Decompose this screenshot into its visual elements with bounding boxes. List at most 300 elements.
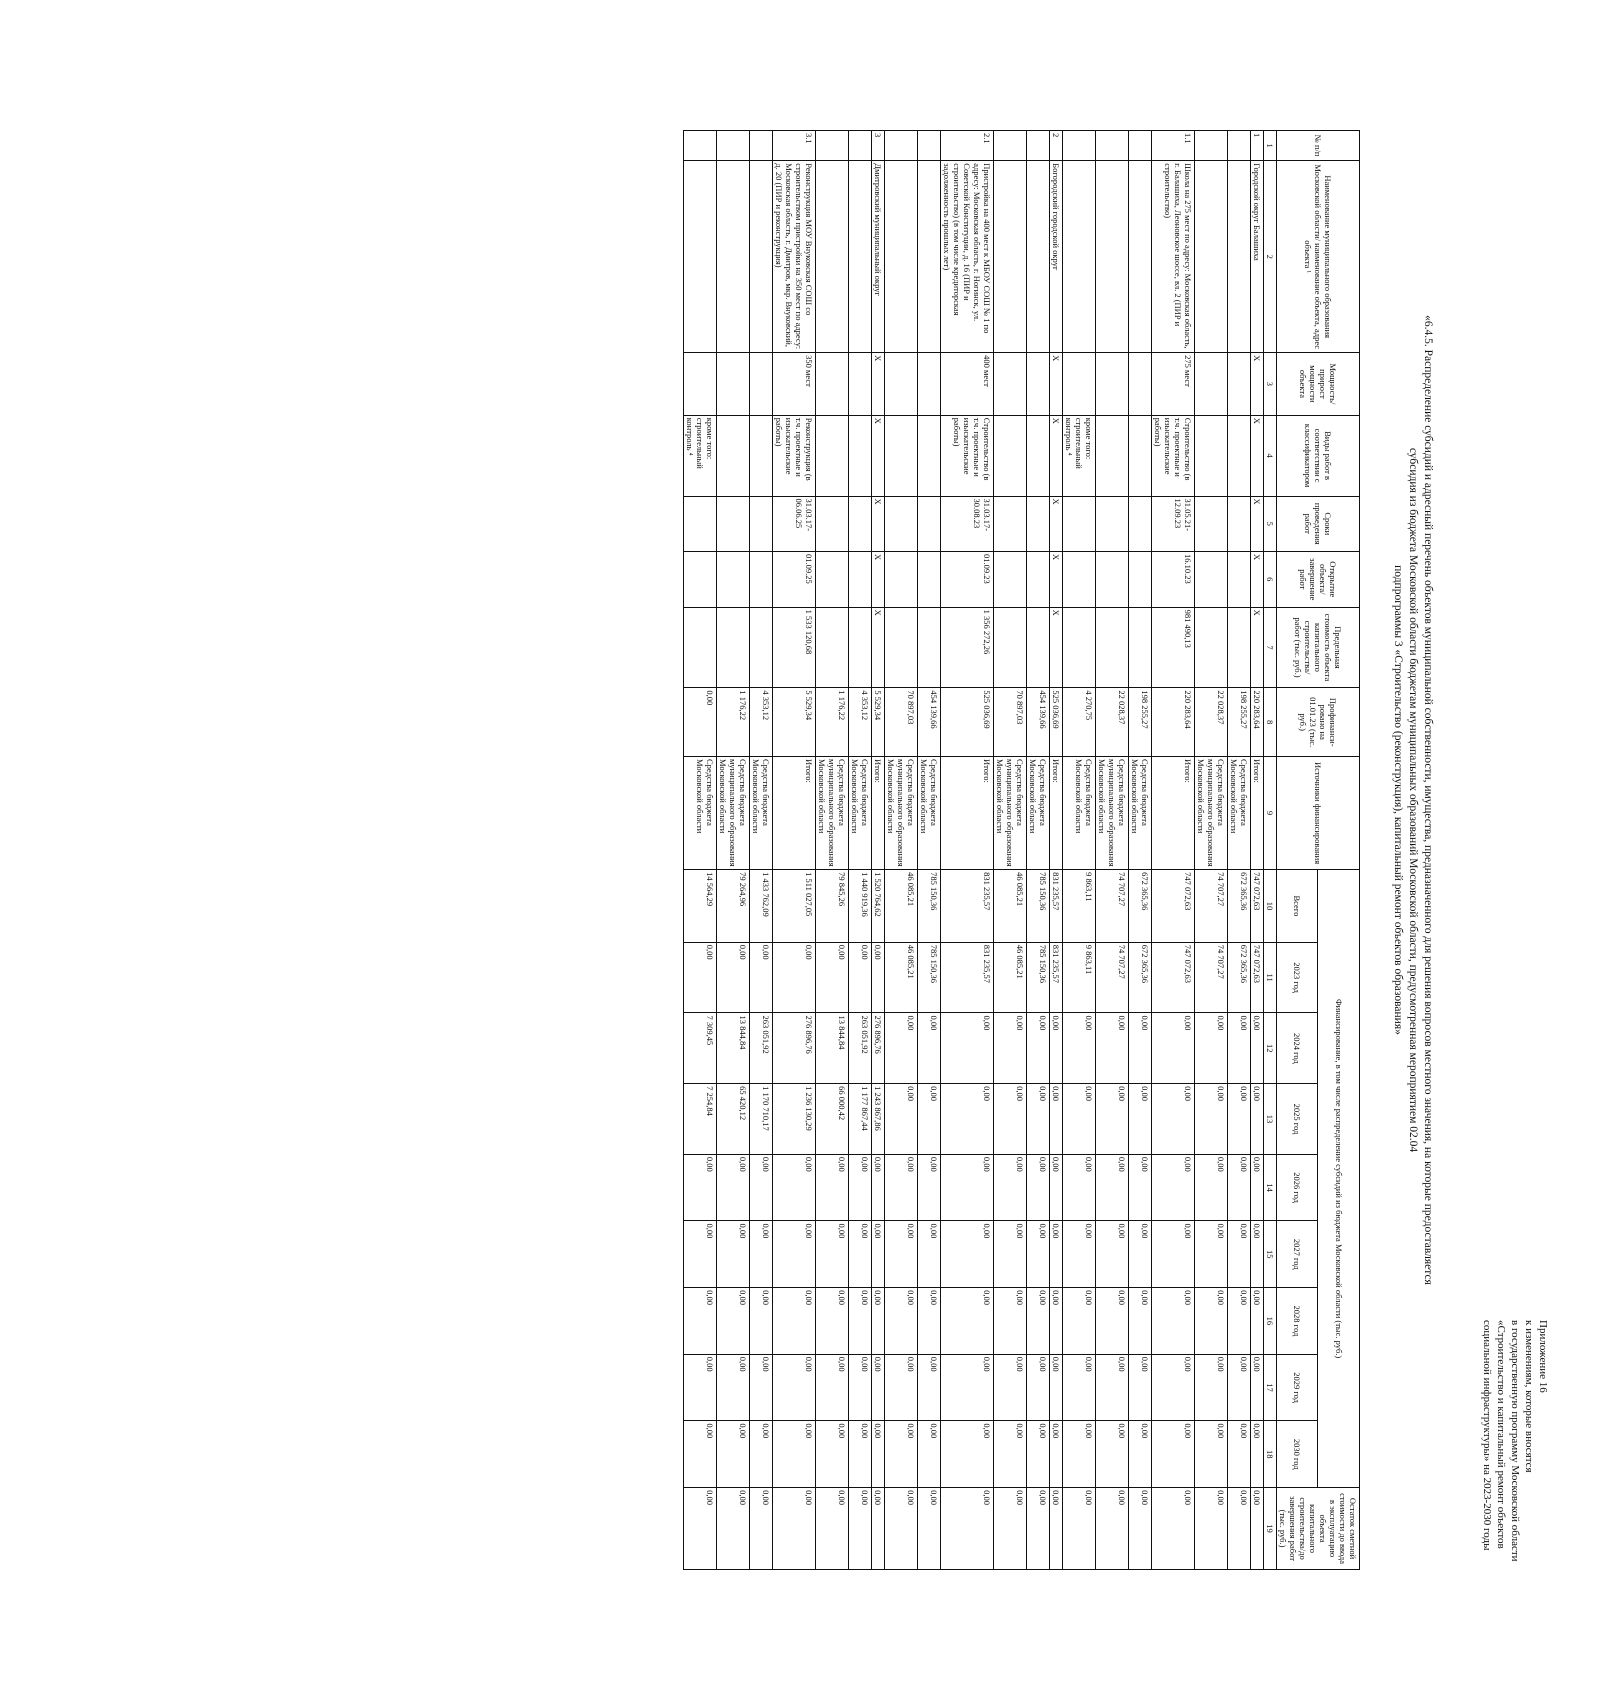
year-value: 0,00 [1195,1084,1228,1155]
funding-source: Средства бюджета муниципального образования Московской области [1096,757,1129,870]
funding-source: Итого: [1152,757,1195,870]
financed-amount: 5 529,34 [872,688,885,757]
funding-source: Итого: [773,757,816,870]
year-value: 0,00 [885,1354,918,1421]
year-value: 0,00 [773,1221,816,1288]
year-value: 0,00 [816,1221,849,1288]
year-value: 747 072,63 [1251,942,1264,1013]
year-value: 0,00 [1251,1221,1264,1288]
row-num [1096,131,1129,161]
max-cost: 1 356 272,26 [941,607,994,688]
row-num [684,131,717,161]
max-cost [816,607,849,688]
year-value: 66 000,42 [816,1084,849,1155]
year-value: 0,00 [1195,1221,1228,1288]
object-name [1228,161,1251,353]
year-value: 0,00 [872,942,885,1013]
opening-date [1027,552,1050,608]
document-page [400,0,1600,1600]
row-num [1228,131,1251,161]
year-value: 0,00 [717,1221,750,1288]
document-title [1390,150,1435,1450]
year-value: 0,00 [1228,1354,1251,1421]
row-num [849,131,872,161]
total-value: 1 511 027,05 [773,870,816,943]
financed-amount: 220 283,64 [1152,688,1195,757]
total-value: 672 365,36 [1129,870,1152,943]
row-num: 2.1 [941,131,994,161]
year-value: 0,00 [1228,1084,1251,1155]
year-value: 0,00 [1027,1154,1050,1221]
funding-source: Средства бюджета Московской области [849,757,872,870]
row-num: 3.1 [773,131,816,161]
object-name [816,161,849,353]
max-cost: 981 490,13 [1152,607,1195,688]
year-value: 0,00 [1152,1421,1195,1488]
capacity [684,353,717,416]
work-type [1195,415,1228,496]
appendix-note-line: социальной инфраструктуры» на 2023-2030 годы [1481,1320,1493,1551]
year-value: 0,00 [1129,1221,1152,1288]
table-row [1195,131,1228,1570]
year-value: 0,00 [1050,1013,1063,1084]
object-name: Школа на 275 мест по адресу: Московская область, г. Балашиха, Леоновское шоссе, вл. 2 (ПИР и строительство) [1152,161,1195,353]
year-value: 0,00 [1096,1013,1129,1084]
year-value: 0,00 [1152,1154,1195,1221]
financed-amount: 198 255,27 [1228,688,1251,757]
object-name [885,161,918,353]
work-terms [1195,496,1228,552]
work-terms [885,496,918,552]
capacity: Х [1251,353,1264,416]
row-num [717,131,750,161]
funding-source: Средства бюджета Московской области [1063,757,1096,870]
year-value: 0,00 [994,1354,1027,1421]
year-value: 0,00 [941,1354,994,1421]
work-terms: 31.03.17-06.06.25 [773,496,816,552]
year-value: 0,00 [816,1354,849,1421]
funding-source: Средства бюджета Московской области [684,757,717,870]
funding-source: Средства бюджета муниципального образования Московской области [717,757,750,870]
table-row [1063,131,1096,1570]
year-value: 0,00 [994,1421,1027,1488]
total-value: 831 235,57 [1050,870,1063,943]
max-cost [994,607,1027,688]
table-row [1129,131,1152,1570]
year-value: 0,00 [1027,1288,1050,1355]
column-number: 8 [1264,688,1277,757]
work-terms [1228,496,1251,552]
year-value: 0,00 [918,1154,941,1221]
capacity: Х [872,353,885,416]
capacity: 275 мест [1152,353,1195,416]
remaining-value: 0,00 [684,1488,717,1570]
object-name [684,161,717,353]
year-value: 0,00 [1063,1421,1096,1488]
year-value: 1 177 867,44 [849,1084,872,1155]
financed-amount: 4 353,12 [750,688,773,757]
remaining-value: 0,00 [1228,1488,1251,1570]
opening-date: Х [872,552,885,608]
opening-date: Х [1050,552,1063,608]
header-financed: Профинанси-ровано на 01.01.23 (тыс. руб.) [1277,688,1360,757]
remaining-value: 0,00 [1063,1488,1096,1570]
table-row [684,131,717,1570]
year-value: 0,00 [750,942,773,1013]
year-value: 0,00 [1096,1154,1129,1221]
header-year: 2029 год [1277,1354,1319,1421]
max-cost [1096,607,1129,688]
header-work-type: Виды работ в соответствии с классификатором [1277,415,1360,496]
column-number: 6 [1264,552,1277,608]
header-capacity: Мощность/ прирост мощности объекта [1277,353,1360,416]
year-value: 0,00 [816,942,849,1013]
header-year: 2027 год [1277,1221,1319,1288]
year-value: 0,00 [1251,1288,1264,1355]
max-cost [1027,607,1050,688]
opening-date: 01.09.25 [773,552,816,608]
opening-date [849,552,872,608]
year-value: 0,00 [1129,1354,1152,1421]
year-value: 0,00 [1228,1013,1251,1084]
work-type: Х [872,415,885,496]
remaining-value: 0,00 [1152,1488,1195,1570]
total-value: 1 520 764,62 [872,870,885,943]
year-value: 1 243 867,86 [872,1084,885,1155]
year-value: 0,00 [1050,1221,1063,1288]
max-cost [849,607,872,688]
opening-date [1228,552,1251,608]
year-value: 46 085,21 [885,942,918,1013]
year-value: 0,00 [684,1421,717,1488]
year-value: 9 863,11 [1063,942,1096,1013]
financed-amount: 454 139,66 [918,688,941,757]
year-value: 0,00 [1129,1421,1152,1488]
opening-date: 01.09.23 [941,552,994,608]
header-financing-group: Финансирование, в том числе распределение субсидий из бюджета Московской области (тыс. руб.) [1318,870,1360,1488]
capacity [1228,353,1251,416]
year-value: 0,00 [994,1288,1027,1355]
financed-amount: 22 028,37 [1195,688,1228,757]
year-value: 0,00 [816,1154,849,1221]
work-terms [750,496,773,552]
total-value: 672 365,36 [1228,870,1251,943]
year-value: 0,00 [1228,1154,1251,1221]
funding-source: Средства бюджета Московской области [1027,757,1050,870]
row-num: 1.1 [1152,131,1195,161]
financed-amount: 0,00 [684,688,717,757]
year-value: 0,00 [849,942,872,1013]
year-value: 0,00 [1129,1084,1152,1155]
header-num: № п/п [1277,131,1360,161]
year-value: 74 707,27 [1195,942,1228,1013]
object-name [849,161,872,353]
object-name [918,161,941,353]
table-row [941,131,994,1570]
work-type [816,415,849,496]
year-value: 0,00 [1063,1288,1096,1355]
year-value: 0,00 [849,1221,872,1288]
header-opening: Открытие объекта/ завершение работ [1277,552,1360,608]
work-type: Реконструкция (в т.ч. проектные и изыскательские работы) [773,415,816,496]
year-value: 0,00 [872,1221,885,1288]
table-row [816,131,849,1570]
work-type [918,415,941,496]
remaining-value: 0,00 [1195,1488,1228,1570]
year-value: 0,00 [816,1421,849,1488]
remaining-value: 0,00 [849,1488,872,1570]
appendix-note-line: Приложение 16 [1537,1320,1549,1393]
header-max-cost: Предельная стоимость объекта капитального строительства/ работ (тыс. руб.) [1277,607,1360,688]
object-name [1129,161,1152,353]
financed-amount: 70 897,03 [994,688,1027,757]
table-row [872,131,885,1570]
year-value: 0,00 [1063,1154,1096,1221]
table-row [885,131,918,1570]
year-value: 0,00 [872,1288,885,1355]
year-value: 0,00 [684,1288,717,1355]
year-value: 0,00 [1152,1221,1195,1288]
funding-source: Средства бюджета муниципального образования Московской области [994,757,1027,870]
object-name: Городской округ Балашиха [1251,161,1264,353]
financed-amount: 5 529,34 [773,688,816,757]
remaining-value: 0,00 [717,1488,750,1570]
year-value: 0,00 [872,1154,885,1221]
opening-date [885,552,918,608]
max-cost: 1 533 120,68 [773,607,816,688]
funding-source: Средства бюджета муниципального образования Московской области [1195,757,1228,870]
year-value: 65 420,12 [717,1084,750,1155]
year-value: 0,00 [717,1154,750,1221]
header-total: Всего [1277,870,1319,943]
financed-amount: 198 255,27 [1129,688,1152,757]
year-value: 0,00 [1027,1354,1050,1421]
year-value: 263 051,92 [750,1013,773,1084]
column-number: 4 [1264,415,1277,496]
year-value: 0,00 [849,1154,872,1221]
year-value: 0,00 [1027,1221,1050,1288]
row-num [750,131,773,161]
year-value: 0,00 [1152,1288,1195,1355]
row-num: 2 [1050,131,1063,161]
object-name [1195,161,1228,353]
year-value: 0,00 [1195,1354,1228,1421]
funding-source: Итого: [872,757,885,870]
table-row [849,131,872,1570]
work-terms [994,496,1027,552]
year-value: 0,00 [1050,1288,1063,1355]
year-value: 0,00 [750,1154,773,1221]
year-value: 0,00 [684,1221,717,1288]
opening-date [1195,552,1228,608]
year-value: 0,00 [941,1288,994,1355]
funding-source: Средства бюджета муниципального образования Московской области [816,757,849,870]
total-value: 747 072,63 [1152,870,1195,943]
column-number: 12 [1264,1013,1277,1084]
year-value: 0,00 [941,1154,994,1221]
column-number: 5 [1264,496,1277,552]
financed-amount: 220 283,64 [1251,688,1264,757]
year-value: 0,00 [872,1421,885,1488]
capacity [1027,353,1050,416]
object-name [750,161,773,353]
year-value: 0,00 [1152,1084,1195,1155]
capacity: 350 мест [773,353,816,416]
column-number: 1 [1264,131,1277,161]
total-value: 74 707,27 [1096,870,1129,943]
work-terms [1063,496,1096,552]
year-value: 263 051,92 [849,1013,872,1084]
work-terms: 31.05.21-12.09.23 [1152,496,1195,552]
year-value: 0,00 [1050,1354,1063,1421]
remaining-value: 0,00 [1251,1488,1264,1570]
opening-date [717,552,750,608]
year-value: 7 254,84 [684,1084,717,1155]
work-type: Х [1251,415,1264,496]
funding-source: Средства бюджета Московской области [1129,757,1152,870]
object-name [1096,161,1129,353]
work-terms: 31.03.17-30.08.23 [941,496,994,552]
capacity [750,353,773,416]
table-row [1152,131,1195,1570]
year-value: 0,00 [1152,1013,1195,1084]
row-num [1195,131,1228,161]
year-value: 0,00 [1050,1084,1063,1155]
total-value: 46 085,21 [994,870,1027,943]
financed-amount: 4 353,12 [849,688,872,757]
row-num [1027,131,1050,161]
year-value: 0,00 [994,1084,1027,1155]
work-type [849,415,872,496]
object-name [1063,161,1096,353]
work-terms: Х [1251,496,1264,552]
funding-source: Средства бюджета Московской области [750,757,773,870]
header-terms: Сроки проведения работ [1277,496,1360,552]
opening-date [750,552,773,608]
remaining-value: 0,00 [994,1488,1027,1570]
row-num [918,131,941,161]
column-number: 14 [1264,1154,1277,1221]
work-terms [816,496,849,552]
header-name: Наименование муниципального образования Московской области/ наименование объекта, адрес объекта ¹ [1277,161,1360,353]
work-type [1096,415,1129,496]
capacity [849,353,872,416]
row-num [994,131,1027,161]
object-name: Дмитровский муниципальный округ [872,161,885,353]
year-value: 0,00 [1050,1154,1063,1221]
header-year: 2024 год [1277,1013,1319,1084]
header-year: 2026 год [1277,1154,1319,1221]
year-value: 0,00 [1050,1421,1063,1488]
year-value: 0,00 [1152,1354,1195,1421]
opening-date [1129,552,1152,608]
year-value: 0,00 [717,1354,750,1421]
remaining-value: 0,00 [816,1488,849,1570]
header-year: 2023 год [1277,942,1319,1013]
max-cost [885,607,918,688]
financed-amount: 454 139,66 [1027,688,1050,757]
year-value: 0,00 [684,1154,717,1221]
capacity [885,353,918,416]
year-value: 0,00 [1228,1421,1251,1488]
opening-date [1096,552,1129,608]
max-cost [1195,607,1228,688]
row-num [816,131,849,161]
funding-source: Средства бюджета Московской области [1228,757,1251,870]
year-value: 0,00 [750,1221,773,1288]
year-value: 0,00 [684,942,717,1013]
work-terms [1096,496,1129,552]
total-value: 747 072,63 [1251,870,1264,943]
year-value: 0,00 [1027,1421,1050,1488]
table-row [1096,131,1129,1570]
total-value: 79 845,26 [816,870,849,943]
financed-amount: 4 270,75 [1063,688,1096,757]
work-type: кроме того: строительный контроль ⁴ [684,415,717,496]
max-cost [1228,607,1251,688]
column-number: 2 [1264,161,1277,353]
object-name: Богородский городской округ [1050,161,1063,353]
year-value: 74 707,27 [1096,942,1129,1013]
work-terms [1027,496,1050,552]
year-value: 46 085,21 [994,942,1027,1013]
row-num: 3 [872,131,885,161]
remaining-value: 0,00 [872,1488,885,1570]
year-value: 0,00 [1063,1013,1096,1084]
year-value: 0,00 [1027,1013,1050,1084]
max-cost [1129,607,1152,688]
title-line: «6.4.5. Распределение субсидий и адресный перечень объектов муниципальной собственности, имущества, предназначенного для решения вопросов местного значения, на которые предоставляется [1422,315,1434,1285]
total-value: 1 440 919,36 [849,870,872,943]
year-value: 0,00 [1063,1221,1096,1288]
year-value: 0,00 [994,1221,1027,1288]
opening-date: 16.10.23 [1152,552,1195,608]
financed-amount: 70 897,03 [885,688,918,757]
work-type [1129,415,1152,496]
funding-source: Итого: [941,757,994,870]
year-value: 0,00 [941,1013,994,1084]
year-value: 0,00 [1063,1084,1096,1155]
year-value: 0,00 [918,1288,941,1355]
year-value: 0,00 [941,1084,994,1155]
year-value: 0,00 [684,1354,717,1421]
year-value: 1 236 130,29 [773,1084,816,1155]
total-value: 785 150,36 [918,870,941,943]
total-value: 46 085,21 [885,870,918,943]
work-type [994,415,1027,496]
year-value: 0,00 [717,1288,750,1355]
capacity: 400 мест [941,353,994,416]
table-row [1027,131,1050,1570]
year-value: 0,00 [750,1288,773,1355]
year-value: 0,00 [849,1288,872,1355]
year-value: 0,00 [1251,1421,1264,1488]
year-value: 831 235,57 [941,942,994,1013]
funding-source: Итого: [1050,757,1063,870]
table-row [717,131,750,1570]
year-value: 0,00 [750,1421,773,1488]
table-row [773,131,816,1570]
year-value: 0,00 [1027,1084,1050,1155]
year-value: 0,00 [1096,1084,1129,1155]
column-number: 19 [1264,1488,1277,1570]
work-type [885,415,918,496]
year-value: 0,00 [885,1154,918,1221]
year-value: 0,00 [885,1084,918,1155]
object-name [994,161,1027,353]
column-number: 18 [1264,1421,1277,1488]
work-terms [1129,496,1152,552]
